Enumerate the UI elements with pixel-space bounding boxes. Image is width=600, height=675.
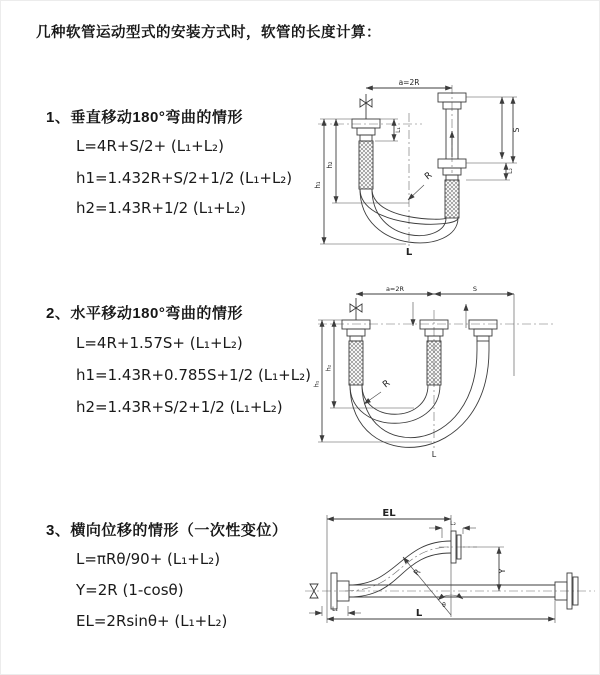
dimension-h1 [313, 320, 433, 442]
dim-label-h2: h₂ [326, 161, 334, 169]
section-3-formula-length: L=πRθ/90+ (L₁+L₂) [76, 550, 221, 568]
dim-label-l2: L₂ [450, 520, 456, 527]
dimension-l2 [429, 520, 476, 538]
dim-label-y: Y [498, 568, 507, 574]
left-hose-end-fitting [352, 119, 380, 189]
valve-icon [360, 94, 372, 119]
section-1-formula-length: L=4R+S/2+ (L₁+L₂) [76, 137, 224, 155]
section-3-formula-y: Y=2R (1-cosθ) [76, 581, 184, 599]
radius-callout [408, 171, 434, 200]
valve-icon [350, 298, 362, 320]
radius-callout [364, 379, 392, 404]
dim-label-h1: h₁ [312, 380, 321, 388]
dimension-l1 [309, 606, 361, 616]
dim-label-l1: L₁ [395, 127, 402, 133]
dim-label-length: L [415, 608, 423, 619]
dimension-el [327, 508, 451, 623]
dim-label-width: a=2R [398, 78, 420, 87]
section-2-heading: 2、水平移动180°弯曲的情形 [46, 305, 243, 322]
right-hose-end-fitting [438, 93, 466, 218]
left-hose-end-fitting [342, 320, 370, 385]
dim-label-h2: h₂ [324, 364, 333, 372]
dimension-width [366, 78, 452, 88]
dim-label-el: EL [382, 508, 396, 519]
section-1-formula-h2: h2=1.43R+1/2 (L₁+L₂) [76, 199, 246, 217]
dimension-y [463, 547, 507, 591]
dimension-stroke-s [466, 97, 521, 163]
section-2-formula-h1: h1=1.43R+0.785S+1/2 (L₁+L₂) [76, 366, 311, 384]
section-3-formula-el: EL=2Rsinθ+ (L₁+L₂) [76, 612, 228, 630]
dim-label-length: L [431, 450, 437, 459]
dim-label-stroke: S [512, 127, 521, 133]
dim-label-radius: R [381, 378, 393, 391]
dim-label-length: L [405, 247, 413, 258]
dim-label-shift: S [472, 285, 478, 293]
diagram-vertical-180-bend [314, 73, 586, 258]
dim-label-width: a=2R [385, 285, 405, 293]
dim-label-h1: h₁ [314, 181, 322, 189]
dimension-width [356, 285, 434, 294]
dimension-l1 [375, 119, 402, 141]
section-3-heading: 3、横向位移的情形（一次性变位） [46, 522, 288, 539]
dim-label-radius: R [411, 567, 423, 578]
dim-label-angle: θ [442, 602, 446, 609]
displaced-hose-curve [345, 541, 451, 597]
dimension-length [327, 601, 555, 623]
shifted-hose-end-fitting [469, 320, 497, 350]
dim-label-radius: R [423, 170, 435, 183]
diagram-lateral-displacement [301, 503, 599, 643]
section-2-formula-length: L=4R+1.57S+ (L₁+L₂) [76, 334, 243, 352]
centerlines [305, 547, 595, 591]
dimension-h2 [325, 320, 415, 408]
hose-curves [350, 350, 489, 447]
dim-label-l2: L₂ [507, 168, 514, 174]
section-2-formula-h2: h2=1.43R+S/2+1/2 (L₁+L₂) [76, 398, 283, 416]
page-title: 几种软管运动型式的安装方式时，软管的长度计算： [36, 25, 381, 41]
section-1-heading: 1、垂直移动180°弯曲的情形 [46, 109, 243, 126]
dim-label-l1: L₁ [332, 606, 338, 613]
diagram-horizontal-180-bend [314, 284, 591, 469]
section-1-formula-h1: h1=1.432R+S/2+1/2 (L₁+L₂) [76, 169, 293, 187]
dimension-l2 [466, 163, 514, 180]
